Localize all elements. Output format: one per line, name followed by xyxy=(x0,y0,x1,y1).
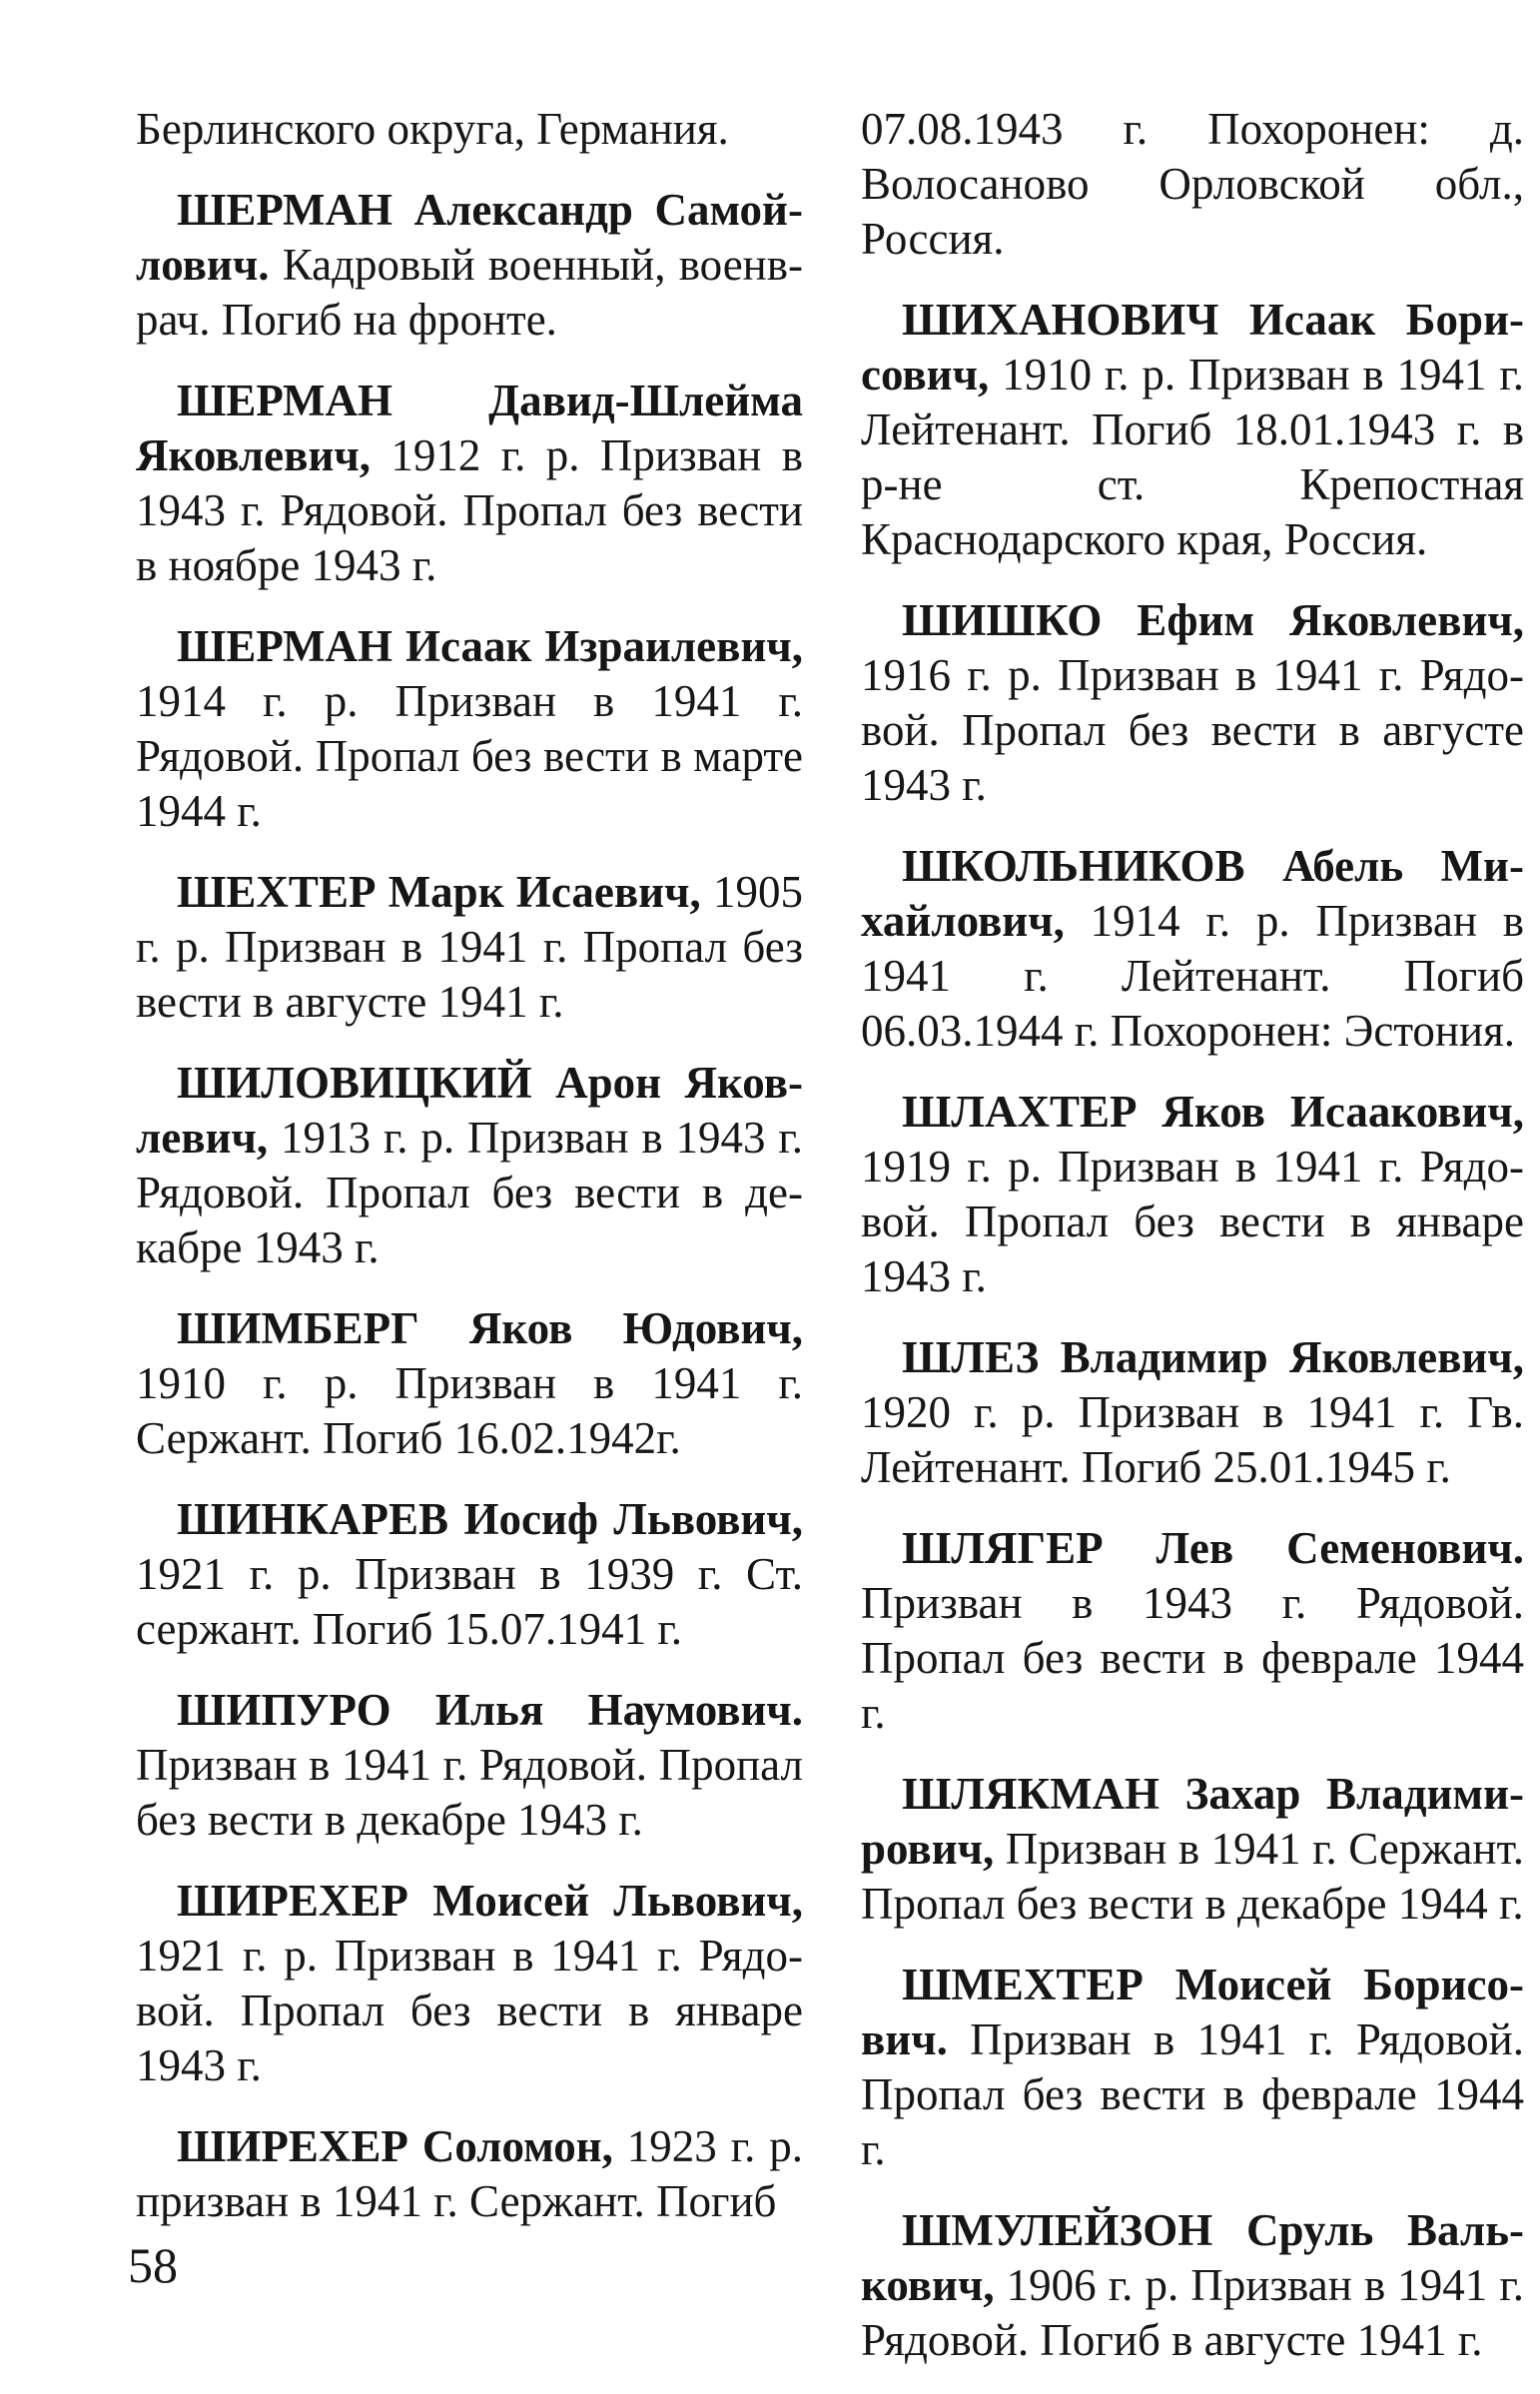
entry-text: Призван в 1941 г. Рядовой. Пропал без вести в феврале 1944 г. xyxy=(861,2014,1524,2174)
entry xyxy=(861,1085,1524,1304)
entry-name: ШИПУРО Илья Наумович. xyxy=(177,1685,803,1735)
entry xyxy=(861,1767,1524,1932)
entry xyxy=(861,1958,1524,2177)
entry-text: 1921 г. р. Призван в 1941 г. Рядовой. Пропал без вести в январе 1943 г. xyxy=(136,1931,803,2090)
entry xyxy=(861,839,1524,1059)
entry xyxy=(136,183,803,348)
entry xyxy=(136,1301,803,1466)
entry-text: Берлинского округа, Германия. xyxy=(136,104,729,154)
entry xyxy=(136,865,803,1030)
entry-text: Призван в 1941 г. Рядовой. Пропал без вести в декабре 1943 г. xyxy=(136,1740,803,1845)
entry-text: Кадровый военный, военврач. Погиб на фронте. xyxy=(136,240,803,345)
entry-name: ШИЛОВИЦКИЙ Арон Яковлевич, xyxy=(136,1058,803,1163)
entry xyxy=(136,619,803,839)
entry-name: ШИНКАРЕВ Иосиф Львович, xyxy=(177,1494,803,1544)
entry-name: ШИХАНОВИЧ Исаак Борисович, xyxy=(861,295,1524,399)
entry-name: ШИШКО Ефим Яковлевич, xyxy=(902,595,1524,645)
entry xyxy=(136,1492,803,1657)
entry xyxy=(136,1683,803,1848)
entry-text: 1912 г. р. Призван в 1943 г. Рядовой. Пропал без вести в ноябре 1943 г. xyxy=(136,430,803,590)
entry xyxy=(136,1874,803,2093)
entry-text: 1914 г. р. Призван в 1941 г. Рядовой. Пропал без вести в марте 1944 г. xyxy=(136,676,803,836)
entry-text: 1910 г. р. Призван в 1941 г. Сержант. Погиб 16.02.1942г. xyxy=(136,1358,803,1463)
entry-name: ШЛЯКМАН Захар Владимирович, xyxy=(861,1769,1524,1874)
page-number: 58 xyxy=(128,2237,178,2293)
entry-text: 1914 г. р. Призван в 1941 г. Лейтенант. Погиб 06.03.1944 г. Похоронен: Эстония. xyxy=(861,896,1524,1056)
entry-text: 1923 г. р. призван в 1941 г. Сержант. Погиб xyxy=(136,2121,803,2226)
entry-name: ШЛЯГЕР Лев Семенович. xyxy=(902,1523,1524,1573)
entry-name: ШМЕХТЕР Моисей Борисович. xyxy=(861,1960,1524,2064)
entry-name: ШИМБЕРГ Яков Юдович, xyxy=(177,1303,803,1353)
entry-text: 1916 г. р. Призван в 1941 г. Рядовой. Пропал без вести в августе 1943 г. xyxy=(861,650,1524,810)
entry-text: 1905 г. р. Призван в 1941 г. Пропал без вести в августе 1941 г. xyxy=(136,867,804,1027)
entry-name: ШЛЕЗ Владимир Яковлевич, xyxy=(902,1332,1524,1382)
entry-text: 07.08.1943 г. Похоронен: д. Волосаново Орловской обл., Россия. xyxy=(861,104,1524,264)
entry xyxy=(136,2119,803,2229)
entry-name: ШЛАХТЕР Яков Исаакович, xyxy=(902,1087,1524,1137)
entry xyxy=(861,2203,1524,2368)
entry-name: ШМУЛЕЙЗОН Сруль Валькович, xyxy=(861,2205,1524,2310)
entry-text: 1910 г. р. Призван в 1941 г. Лейтенант. Погиб 18.01.1943 г. в р-не ст. Крепостная Краснодарского края, Россия. xyxy=(861,350,1524,564)
entry-name: ШИРЕХЕР Соломон, xyxy=(177,2121,613,2171)
entry xyxy=(136,1056,803,1275)
entry-name: ШКОЛЬНИКОВ Абель Михайлович, xyxy=(861,841,1524,946)
entry-text: 1906 г. р. Призван в 1941 г. Рядовой. Погиб в августе 1941 г. xyxy=(861,2260,1524,2365)
entry-continuation xyxy=(136,102,803,157)
entry-text: 1919 г. р. Призван в 1941 г. Рядовой. Пропал без вести в январе 1943 г. xyxy=(861,1142,1524,1301)
entry-text: 1913 г. р. Призван в 1943 г. Рядовой. Пропал без вести в декабре 1943 г. xyxy=(136,1113,803,1272)
entry-name: ШИРЕХЕР Моисей Львович, xyxy=(177,1876,803,1926)
entry-name: ШЕРМАН Александр Самойлович. xyxy=(136,185,803,290)
entry-text: 1921 г. р. Призван в 1939 г. Ст. сержант. Погиб 15.07.1941 г. xyxy=(136,1549,803,1654)
entry-text: 1920 г. р. Призван в 1941 г. Гв. Лейтенант. Погиб 25.01.1945 г. xyxy=(861,1387,1524,1492)
entry xyxy=(861,593,1524,813)
entry-text: Призван в 1943 г. Рядовой. Пропал без вести в феврале 1944 г. xyxy=(861,1578,1524,1738)
entry-name: ШЕХТЕР Марк Исаевич, xyxy=(177,867,701,917)
left-column xyxy=(136,102,803,2255)
entry-text: Призван в 1941 г. Сержант. Пропал без вести в декабре 1944 г. xyxy=(861,1824,1524,1929)
entry xyxy=(861,293,1524,567)
entry-name: ШЕРМАН Давид-Шлейма Яковлевич, xyxy=(136,376,803,480)
entry-name: ШЕРМАН Исаак Израилевич, xyxy=(177,621,803,671)
entry xyxy=(861,1330,1524,1495)
entry-continuation xyxy=(861,102,1524,267)
entry xyxy=(861,1521,1524,1741)
right-column xyxy=(861,102,1524,2394)
entry xyxy=(136,374,803,593)
